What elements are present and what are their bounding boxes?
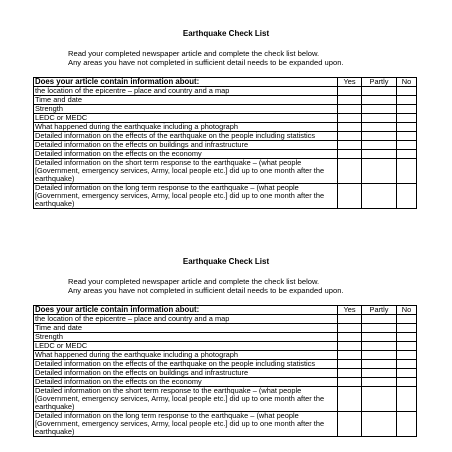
checklist-table — [33, 77, 417, 209]
no-cell[interactable] — [397, 105, 417, 114]
no-cell[interactable] — [397, 387, 417, 412]
instruction-line-2: Any areas you have not completed in sufficient detail needs to be expanded upon. — [68, 286, 344, 295]
yes-cell[interactable] — [338, 333, 362, 342]
checklist-table — [33, 305, 417, 437]
table-row — [34, 132, 417, 141]
no-column-header: No — [397, 78, 417, 87]
criterion-label: the location of the epicentre – place and country and a map — [34, 315, 338, 324]
criterion-label: Time and date — [34, 324, 338, 333]
no-cell[interactable] — [397, 315, 417, 324]
no-cell[interactable] — [397, 132, 417, 141]
table-row — [34, 105, 417, 114]
instruction-line-1: Read your completed newspaper article and complete the check list below. — [68, 49, 320, 58]
no-cell[interactable] — [397, 123, 417, 132]
table-row — [34, 141, 417, 150]
criterion-label: Detailed information on the short term response to the earthquake – (what people [Government, emergency services, Army, local people etc.] did up to one month after the earthquake) — [34, 159, 338, 184]
no-cell[interactable] — [397, 159, 417, 184]
question-column-header: Does your article contain information about: — [34, 306, 338, 315]
criterion-label: Strength — [34, 105, 338, 114]
criterion-label: LEDC or MEDC — [34, 342, 338, 351]
yes-cell[interactable] — [338, 369, 362, 378]
table-row — [34, 369, 417, 378]
no-cell[interactable] — [397, 351, 417, 360]
no-cell[interactable] — [397, 369, 417, 378]
criterion-label: Detailed information on the effects of the earthquake on the people including statistics — [34, 132, 338, 141]
yes-cell[interactable] — [338, 412, 362, 437]
yes-cell[interactable] — [338, 105, 362, 114]
instructions — [68, 277, 408, 295]
yes-cell[interactable] — [338, 351, 362, 360]
yes-cell[interactable] — [338, 387, 362, 412]
criterion-label: Time and date — [34, 96, 338, 105]
yes-cell[interactable] — [338, 360, 362, 369]
table-row — [34, 159, 417, 184]
partly-cell[interactable] — [362, 324, 397, 333]
yes-cell[interactable] — [338, 96, 362, 105]
partly-cell[interactable] — [362, 87, 397, 96]
no-cell[interactable] — [397, 360, 417, 369]
no-cell[interactable] — [397, 87, 417, 96]
partly-cell[interactable] — [362, 159, 397, 184]
table-row — [34, 123, 417, 132]
yes-cell[interactable] — [338, 114, 362, 123]
no-cell[interactable] — [397, 342, 417, 351]
no-cell[interactable] — [397, 184, 417, 209]
partly-cell[interactable] — [362, 150, 397, 159]
no-cell[interactable] — [397, 378, 417, 387]
criterion-label: What happened during the earthquake including a photograph — [34, 123, 338, 132]
table-row — [34, 114, 417, 123]
instruction-line-2: Any areas you have not completed in sufficient detail needs to be expanded upon. — [68, 58, 344, 67]
partly-cell[interactable] — [362, 315, 397, 324]
table-row — [34, 87, 417, 96]
yes-column-header: Yes — [338, 78, 362, 87]
yes-cell[interactable] — [338, 159, 362, 184]
criterion-label: LEDC or MEDC — [34, 114, 338, 123]
partly-cell[interactable] — [362, 369, 397, 378]
partly-cell[interactable] — [362, 123, 397, 132]
no-cell[interactable] — [397, 96, 417, 105]
no-cell[interactable] — [397, 141, 417, 150]
table-row — [34, 351, 417, 360]
table-header-row — [34, 306, 417, 315]
checklist-title: Earthquake Check List — [182, 257, 270, 266]
table-row — [34, 184, 417, 209]
partly-cell[interactable] — [362, 360, 397, 369]
yes-cell[interactable] — [338, 184, 362, 209]
table-row — [34, 315, 417, 324]
table-row — [34, 387, 417, 412]
partly-cell[interactable] — [362, 342, 397, 351]
yes-column-header: Yes — [338, 306, 362, 315]
table-row — [34, 342, 417, 351]
criterion-label: Detailed information on the long term response to the earthquake – (what people [Government, emergency services, Army, local people etc.] did up to one month after the earthquake) — [34, 412, 338, 437]
instruction-line-1: Read your completed newspaper article and complete the check list below. — [68, 277, 320, 286]
criterion-label: Detailed information on the effects of the earthquake on the people including statistics — [34, 360, 338, 369]
partly-cell[interactable] — [362, 351, 397, 360]
yes-cell[interactable] — [338, 132, 362, 141]
question-column-header: Does your article contain information about: — [34, 78, 338, 87]
partly-cell[interactable] — [362, 141, 397, 150]
criterion-label: Detailed information on the effects on the economy — [34, 378, 338, 387]
table-row — [34, 360, 417, 369]
criterion-label: Detailed information on the effects on buildings and infrastructure — [34, 369, 338, 378]
no-column-header: No — [397, 306, 417, 315]
yes-cell[interactable] — [338, 141, 362, 150]
yes-cell[interactable] — [338, 315, 362, 324]
yes-cell[interactable] — [338, 87, 362, 96]
criterion-label: the location of the epicentre – place and country and a map — [34, 87, 338, 96]
table-row — [34, 96, 417, 105]
no-cell[interactable] — [397, 412, 417, 437]
partly-cell[interactable] — [362, 132, 397, 141]
partly-column-header: Partly — [362, 306, 397, 315]
table-row — [34, 324, 417, 333]
criterion-label: Detailed information on the effects on the economy — [34, 150, 338, 159]
yes-cell[interactable] — [338, 342, 362, 351]
criterion-label: Detailed information on the effects on buildings and infrastructure — [34, 141, 338, 150]
yes-cell[interactable] — [338, 123, 362, 132]
no-cell[interactable] — [397, 333, 417, 342]
criterion-label: What happened during the earthquake including a photograph — [34, 351, 338, 360]
no-cell[interactable] — [397, 150, 417, 159]
criterion-label: Strength — [34, 333, 338, 342]
partly-cell[interactable] — [362, 387, 397, 412]
partly-cell[interactable] — [362, 96, 397, 105]
partly-cell[interactable] — [362, 184, 397, 209]
no-cell[interactable] — [397, 324, 417, 333]
yes-cell[interactable] — [338, 150, 362, 159]
partly-column-header: Partly — [362, 78, 397, 87]
no-cell[interactable] — [397, 114, 417, 123]
table-row — [34, 333, 417, 342]
partly-cell[interactable] — [362, 412, 397, 437]
partly-cell[interactable] — [362, 114, 397, 123]
yes-cell[interactable] — [338, 324, 362, 333]
partly-cell[interactable] — [362, 333, 397, 342]
table-row — [34, 412, 417, 437]
table-header-row — [34, 78, 417, 87]
partly-cell[interactable] — [362, 105, 397, 114]
partly-cell[interactable] — [362, 378, 397, 387]
table-row — [34, 150, 417, 159]
criterion-label: Detailed information on the short term response to the earthquake – (what people [Government, emergency services, Army, local people etc.] did up to one month after the earthquake) — [34, 387, 338, 412]
yes-cell[interactable] — [338, 378, 362, 387]
criterion-label: Detailed information on the long term response to the earthquake – (what people [Government, emergency services, Army, local people etc.] did up to one month after the earthquake) — [34, 184, 338, 209]
checklist-title: Earthquake Check List — [182, 29, 270, 38]
instructions — [68, 49, 408, 67]
table-row — [34, 378, 417, 387]
